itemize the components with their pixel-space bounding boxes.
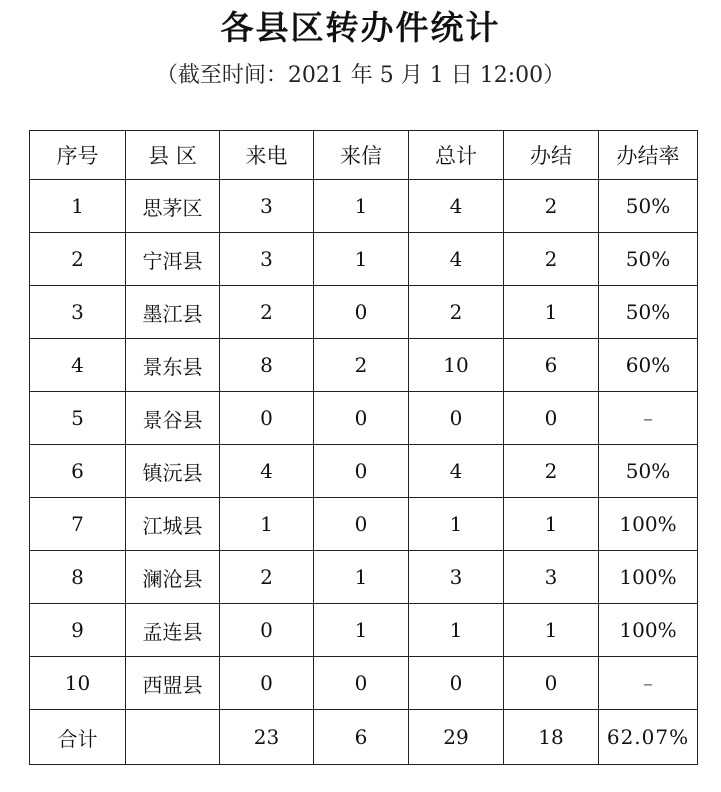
cell-index: 6 [30, 445, 126, 498]
cell-total: 0 [409, 657, 504, 710]
table-row [30, 551, 698, 604]
cell-total: 10 [409, 339, 504, 392]
table-header [30, 131, 698, 180]
table-body [30, 180, 698, 765]
cell-calls: 1 [220, 498, 314, 551]
cell-total: 0 [409, 392, 504, 445]
cell-completed: 2 [504, 233, 599, 286]
cell-county: 江城县 [126, 498, 220, 551]
cell-county: 孟连县 [126, 604, 220, 657]
cell-letters: 0 [314, 498, 409, 551]
cell-completion-rate: – [599, 657, 698, 710]
total-total: 29 [409, 710, 504, 765]
cell-total: 1 [409, 604, 504, 657]
table-row [30, 604, 698, 657]
cell-index: 7 [30, 498, 126, 551]
cell-total: 1 [409, 498, 504, 551]
table-row [30, 445, 698, 498]
cell-letters: 1 [314, 604, 409, 657]
cell-index: 2 [30, 233, 126, 286]
cell-index: 3 [30, 286, 126, 339]
header-letters: 来信 [314, 131, 409, 180]
table-row [30, 286, 698, 339]
cell-completion-rate: 50% [599, 180, 698, 233]
cell-index: 9 [30, 604, 126, 657]
table-row [30, 339, 698, 392]
cell-index: 1 [30, 180, 126, 233]
cell-total: 4 [409, 445, 504, 498]
cell-total: 4 [409, 180, 504, 233]
total-letters: 6 [314, 710, 409, 765]
page-subtitle: （截至时间：2021 年 5 月 1 日 12:00） [155, 63, 566, 88]
cell-county: 景谷县 [126, 392, 220, 445]
header-calls: 来电 [220, 131, 314, 180]
header-completion-rate: 办结率 [599, 131, 698, 180]
cell-completion-rate: 50% [599, 445, 698, 498]
cell-completed: 2 [504, 180, 599, 233]
cell-county: 镇沅县 [126, 445, 220, 498]
table-row [30, 392, 698, 445]
cell-completion-rate: 100% [599, 498, 698, 551]
cell-completion-rate: 50% [599, 233, 698, 286]
cell-calls: 8 [220, 339, 314, 392]
cell-calls: 3 [220, 180, 314, 233]
cell-calls: 2 [220, 551, 314, 604]
cell-letters: 2 [314, 339, 409, 392]
table-row [30, 180, 698, 233]
cell-index: 5 [30, 392, 126, 445]
statistics-table [29, 130, 698, 765]
cell-completion-rate: 50% [599, 286, 698, 339]
cell-index: 10 [30, 657, 126, 710]
cell-total: 2 [409, 286, 504, 339]
cell-completion-rate: – [599, 392, 698, 445]
cell-calls: 4 [220, 445, 314, 498]
header-row [30, 131, 698, 180]
cell-total: 4 [409, 233, 504, 286]
cell-letters: 0 [314, 286, 409, 339]
cell-calls: 0 [220, 392, 314, 445]
cell-letters: 0 [314, 657, 409, 710]
cell-completed: 6 [504, 339, 599, 392]
header-county: 县 区 [126, 131, 220, 180]
cell-completed: 2 [504, 445, 599, 498]
cell-calls: 0 [220, 604, 314, 657]
cell-completion-rate: 60% [599, 339, 698, 392]
cell-calls: 0 [220, 657, 314, 710]
cell-county: 景东县 [126, 339, 220, 392]
cell-completed: 0 [504, 392, 599, 445]
cell-completed: 1 [504, 604, 599, 657]
cell-county: 思茅区 [126, 180, 220, 233]
cell-index: 4 [30, 339, 126, 392]
total-completion-rate: 62.07% [599, 710, 698, 765]
table-row [30, 233, 698, 286]
cell-completion-rate: 100% [599, 604, 698, 657]
cell-completion-rate: 100% [599, 551, 698, 604]
cell-letters: 0 [314, 392, 409, 445]
cell-county: 墨江县 [126, 286, 220, 339]
cell-letters: 1 [314, 180, 409, 233]
cell-total: 3 [409, 551, 504, 604]
total-row [30, 710, 698, 765]
cell-letters: 1 [314, 233, 409, 286]
cell-completed: 0 [504, 657, 599, 710]
table-row [30, 498, 698, 551]
total-county [126, 710, 220, 765]
total-label: 合计 [30, 710, 126, 765]
total-calls: 23 [220, 710, 314, 765]
cell-county: 宁洱县 [126, 233, 220, 286]
cell-index: 8 [30, 551, 126, 604]
cell-calls: 2 [220, 286, 314, 339]
header-index: 序号 [30, 131, 126, 180]
cell-county: 澜沧县 [126, 551, 220, 604]
page-title: 各县区转办件统计 [220, 8, 501, 47]
cell-calls: 3 [220, 233, 314, 286]
table-row [30, 657, 698, 710]
cell-completed: 1 [504, 286, 599, 339]
cell-completed: 3 [504, 551, 599, 604]
cell-letters: 0 [314, 445, 409, 498]
cell-county: 西盟县 [126, 657, 220, 710]
total-completed: 18 [504, 710, 599, 765]
header-completed: 办结 [504, 131, 599, 180]
cell-completed: 1 [504, 498, 599, 551]
header-total: 总计 [409, 131, 504, 180]
cell-letters: 1 [314, 551, 409, 604]
